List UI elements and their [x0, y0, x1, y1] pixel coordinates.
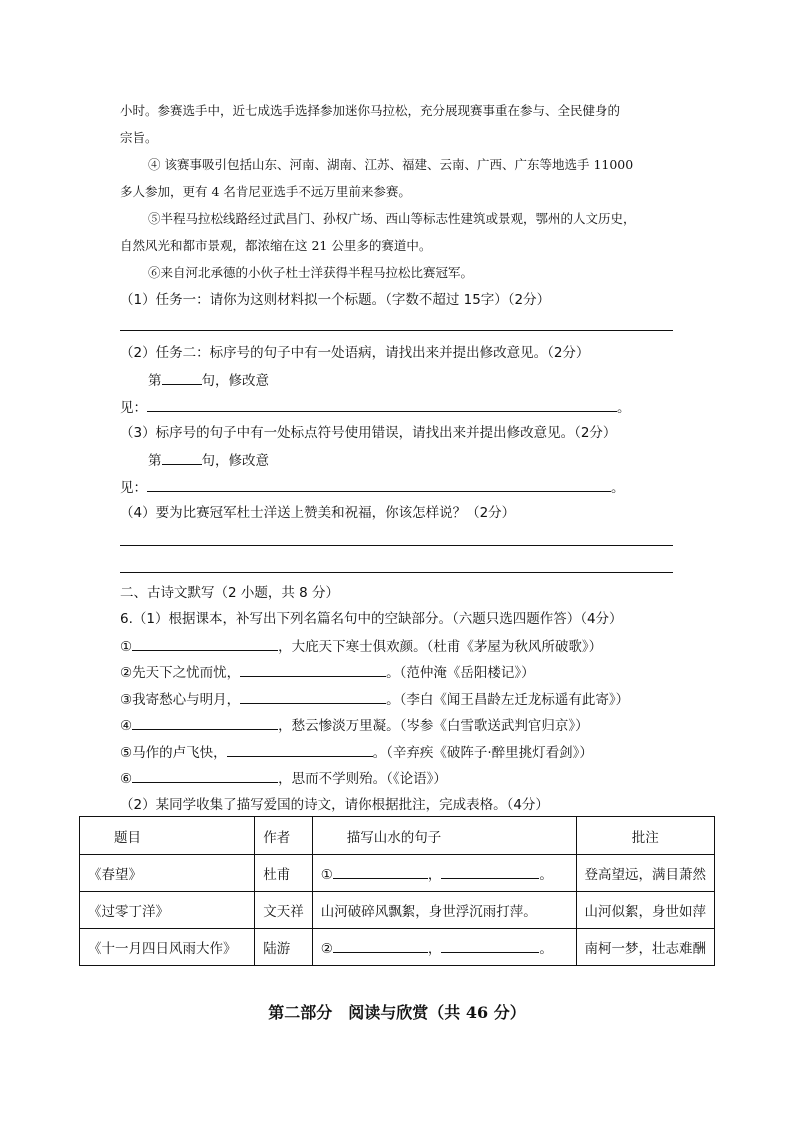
section2-heading: 二、古诗文默写（2 小题，共 8 分） [120, 585, 340, 601]
task3-line-a [148, 450, 269, 471]
material-p5-line1: ⑤半程马拉松线路经过武昌门、孙权广场、西山等标志性建筑或景观，鄂州的人文历史， [148, 211, 636, 226]
part-two-heading: 第二部分 阅读与欣赏（共 46 分） [268, 1003, 526, 1022]
recite-item-2-pre: ②先天下之忧而忧， [120, 665, 241, 681]
recite-item-5-pre: ⑤马作的卢飞快， [120, 745, 227, 761]
poem-table [79, 816, 715, 966]
task3-b-pre: 见： [120, 480, 147, 496]
recite-item-6-blank[interactable] [132, 768, 278, 783]
task3-b-post: 。 [611, 480, 625, 496]
table-cell-note: 山河似絮，身世如萍 [576, 892, 715, 929]
table-header-note: 批注 [576, 817, 715, 855]
task3-revision-blank[interactable] [147, 477, 611, 492]
recite-item-1 [120, 636, 602, 657]
q6-2-prompt: （2）某同学收集了描写爱国的诗文，请你根据批注，完成表格。（4分） [120, 797, 549, 813]
recite-item-6-pre: ⑥ [120, 771, 133, 787]
task2-prompt: （2）任务二：标序号的句子中有一处语病，请找出来并提出修改意见。（2分） [120, 345, 590, 361]
table-line-1-blank-a[interactable] [333, 864, 428, 879]
recite-item-4-post: ，愁云惨淡万里凝。（岑参《白雪歌送武判官归京》） [278, 718, 589, 734]
table-cell-note: 南柯一梦，壮志难酬 [576, 929, 715, 966]
recite-item-2 [120, 662, 535, 683]
table-cell-note: 登高望远，满目萧然 [576, 855, 715, 892]
recite-item-1-pre: ① [120, 639, 133, 655]
recite-item-5 [120, 742, 593, 763]
table-cell-author: 杜甫 [255, 855, 313, 892]
task4-answer-line-2[interactable] [120, 572, 673, 573]
task3-a-pre: 第 [148, 453, 162, 469]
task3-sentence-blank[interactable] [162, 450, 202, 465]
table-header-author: 作者 [255, 817, 313, 855]
recite-item-3 [120, 689, 629, 710]
table-line-3-mid: ， [427, 941, 442, 957]
task4-prompt: （4）要为比赛冠军杜士洋送上赞美和祝福，你该怎样说？（2分） [120, 505, 516, 521]
table-line-3-pre: ② [320, 941, 333, 957]
material-p5-line2: 自然风光和都市景观，都浓缩在这 21 公里多的赛道中。 [120, 238, 432, 253]
recite-item-1-post: ，大庇天下寒士俱欢颜。（杜甫《茅屋为秋风所破歌》） [278, 639, 603, 655]
table-line-1-blank-b[interactable] [441, 864, 539, 879]
table-row [80, 855, 715, 892]
table-cell-author: 陆游 [255, 929, 313, 966]
table-line-3-blank-a[interactable] [333, 938, 428, 953]
table-header-row [80, 817, 715, 855]
task3-line-b [120, 477, 625, 498]
task3-prompt: （3）标序号的句子中有一处标点符号使用错误，请找出来并提出修改意见。（2分） [120, 425, 617, 441]
task4-answer-line-1[interactable] [120, 545, 673, 546]
table-row [80, 929, 715, 966]
q6-1-prompt: 6.（1）根据课本，补写出下列名篇名句中的空缺部分。（六题只选四题作答）（4分） [120, 611, 623, 627]
table-cell-title: 《过零丁洋》 [80, 892, 255, 929]
table-cell-title: 《春望》 [80, 855, 255, 892]
table-cell-author: 文天祥 [255, 892, 313, 929]
recite-item-3-pre: ③我寄愁心与明月， [120, 692, 241, 708]
recite-item-5-post: 。（辛弃疾《破阵子·醉里挑灯看剑》） [372, 745, 593, 761]
task1-answer-line[interactable] [120, 330, 673, 331]
table-cell-line: 山河破碎风飘絮，身世浮沉雨打萍。 [312, 892, 576, 929]
recite-item-6-post: ，思而不学则殆。（《论语》） [278, 771, 447, 787]
recite-item-1-blank[interactable] [132, 636, 278, 651]
task1-prompt: （1）任务一：请你为这则材料拟一个标题。（字数不超过 15字）（2分） [120, 292, 551, 308]
table-line-1-mid: ， [427, 867, 442, 883]
recite-item-3-post: 。（李白《闻王昌龄左迁龙标遥有此寄》） [386, 692, 630, 708]
task2-a-post: 句，修改意 [201, 373, 269, 389]
material-p1-line2: 宗旨。 [120, 130, 158, 145]
task2-b-pre: 见： [120, 400, 147, 416]
recite-item-6 [120, 768, 447, 789]
recite-item-4-pre: ④ [120, 718, 133, 734]
table-header-line: 描写山水的句子 [312, 817, 576, 855]
recite-item-5-blank[interactable] [227, 742, 373, 757]
task2-line-a [148, 370, 269, 391]
task2-sentence-blank[interactable] [162, 370, 202, 385]
task3-a-post: 句，修改意 [201, 453, 269, 469]
table-cell-line [312, 929, 576, 966]
material-p4-line1: ④ 该赛事吸引包括山东、河南、湖南、江苏、福建、云南、广西、广东等地选手 11000 [148, 157, 634, 172]
recite-item-3-blank[interactable] [240, 689, 386, 704]
recite-item-2-post: 。（范仲淹《岳阳楼记》） [386, 665, 535, 681]
material-p4-line2: 多人参加，更有 4 名肯尼亚选手不远万里前来参赛。 [120, 184, 411, 199]
table-cell-line [312, 855, 576, 892]
table-line-3-post: 。 [539, 941, 553, 957]
task2-b-post: 。 [617, 400, 631, 416]
task2-line-b [120, 397, 631, 418]
table-row [80, 892, 715, 929]
table-line-3-blank-b[interactable] [441, 938, 539, 953]
recite-item-4-blank[interactable] [132, 715, 278, 730]
task2-a-pre: 第 [148, 373, 162, 389]
task2-revision-blank[interactable] [147, 397, 617, 412]
recite-item-2-blank[interactable] [240, 662, 386, 677]
table-cell-title: 《十一月四日风雨大作》 [80, 929, 255, 966]
table-line-1-pre: ① [320, 867, 333, 883]
recite-item-4 [120, 715, 589, 736]
table-header-title: 题目 [80, 817, 255, 855]
material-p6-line1: ⑥来自河北承德的小伙子杜士洋获得半程马拉松比赛冠军。 [148, 265, 474, 280]
material-p1-line1: 小时。参赛选手中，近七成选手选择参加迷你马拉松，充分展现赛事重在参与、全民健身的 [120, 103, 621, 118]
table-line-1-post: 。 [539, 867, 553, 883]
